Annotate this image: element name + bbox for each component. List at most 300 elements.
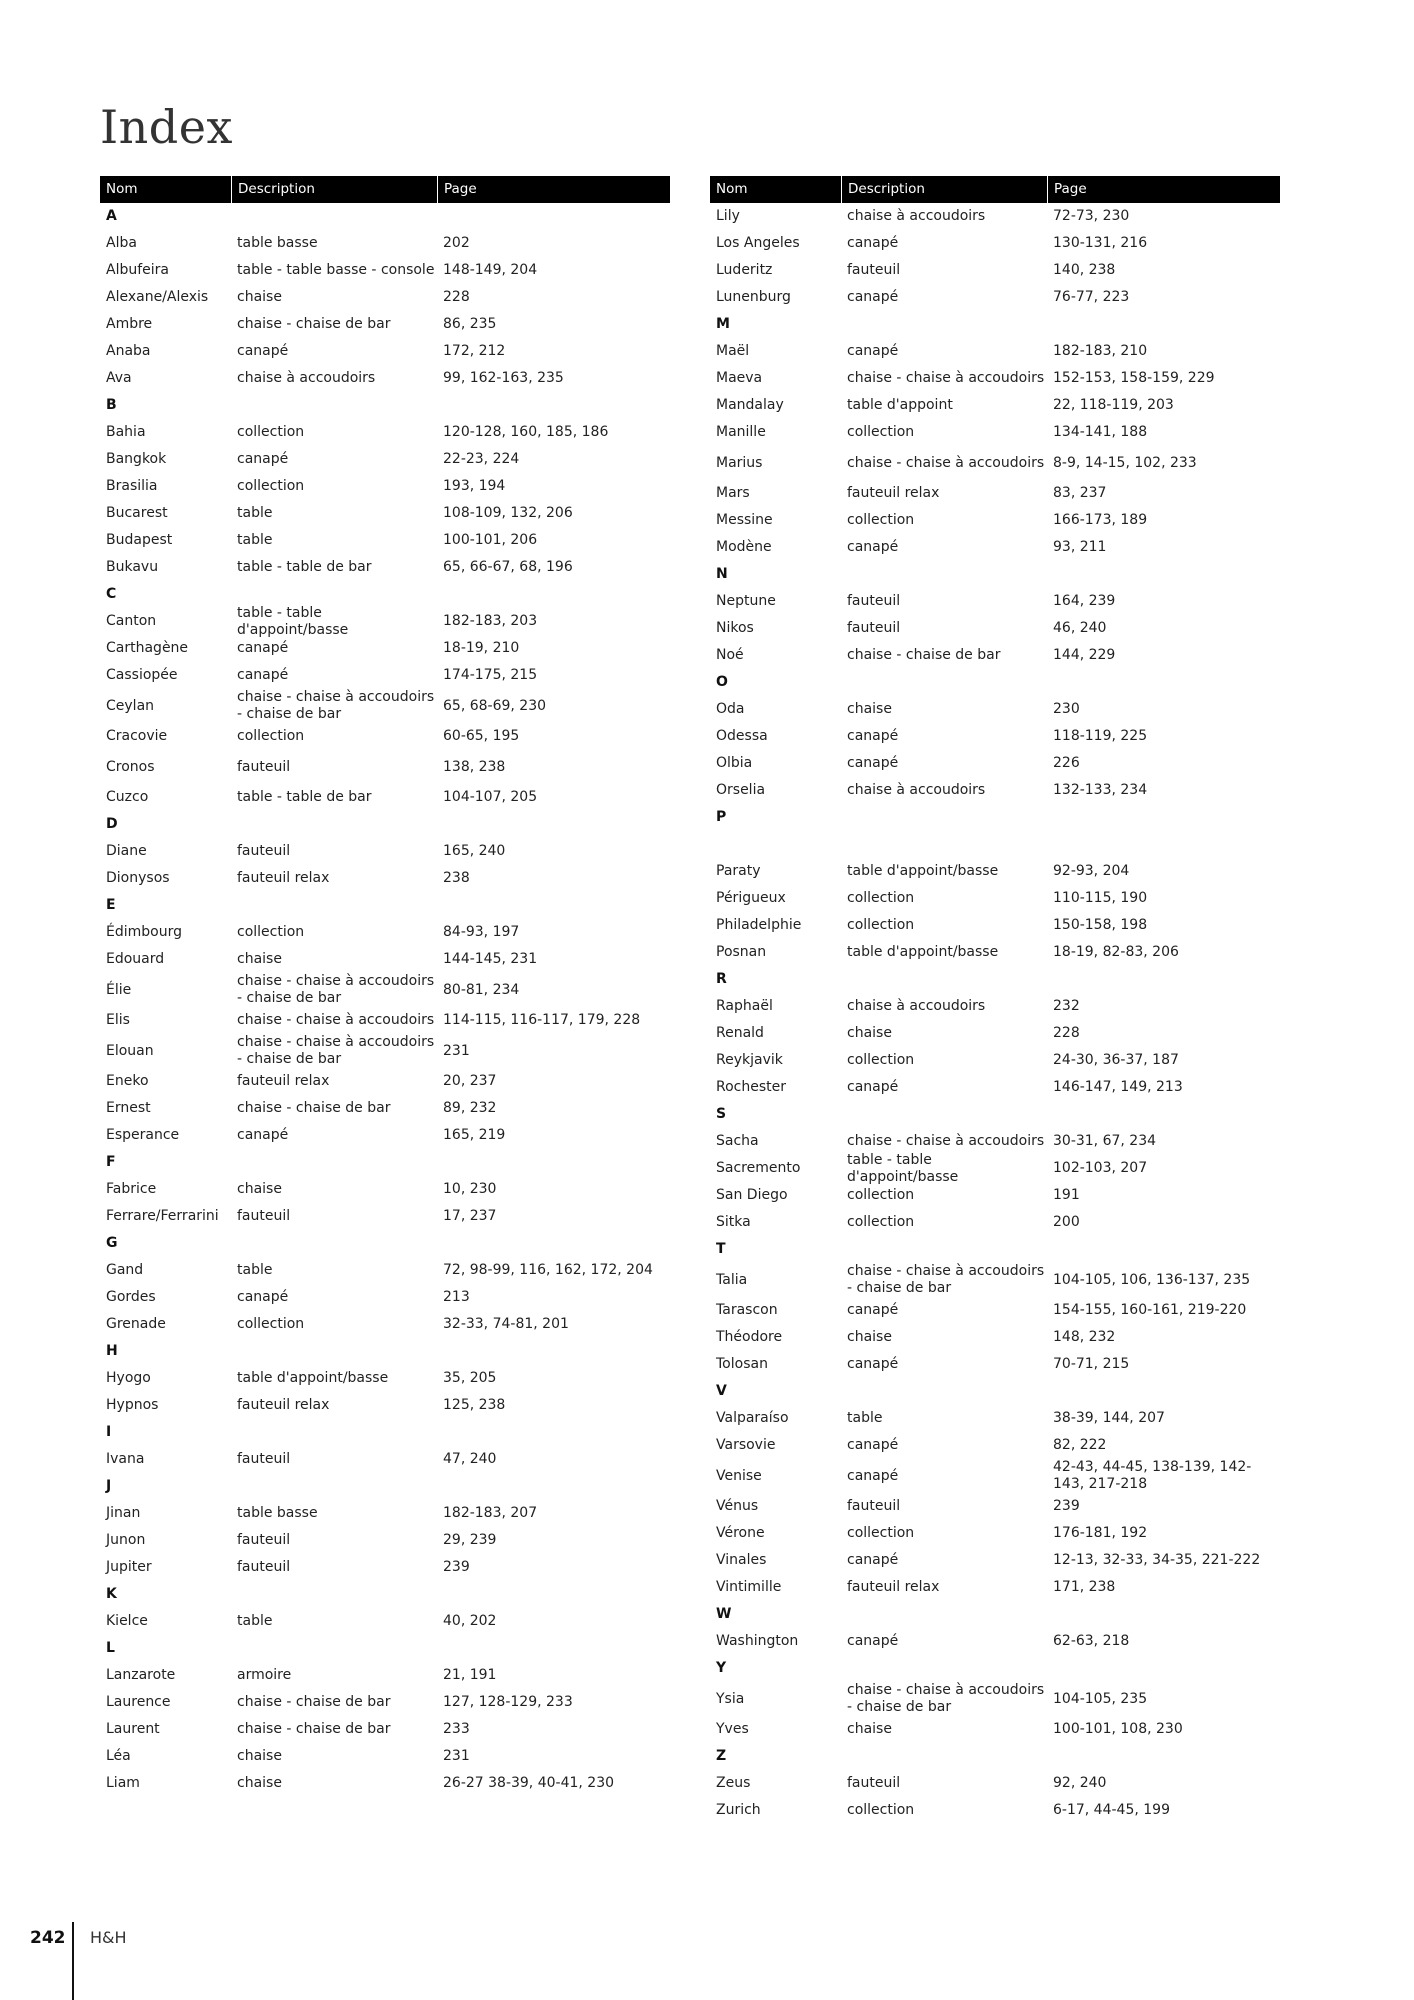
entry-pages: 99, 162-163, 235 — [443, 370, 564, 386]
entry-description: fauteuil relax — [237, 1073, 330, 1089]
entry-description: table - table d'appoint/basse — [847, 1151, 959, 1185]
entry-description: canapé — [847, 1437, 899, 1453]
entry-description: chaise - chaise à accoudoirs - chaise de bar — [237, 973, 435, 1006]
entry-pages: 134-141, 188 — [1053, 424, 1148, 440]
entry-description: chaise - chaise à accoudoirs - chaise de bar — [847, 1263, 1045, 1296]
table-row — [710, 993, 1280, 1020]
entry-description: table d'appoint/basse — [237, 1370, 389, 1386]
entry-pages: 172, 212 — [443, 343, 506, 359]
table-row — [710, 1547, 1280, 1574]
entry-description: fauteuil — [237, 1208, 291, 1224]
entry-description: table — [237, 505, 273, 521]
entry-description: table — [237, 532, 273, 548]
table-row — [100, 1203, 670, 1230]
entry-description: table basse — [237, 1505, 318, 1521]
entry-name: Vinales — [716, 1552, 767, 1568]
table-row — [100, 1689, 670, 1716]
entry-pages: 182-183, 210 — [1053, 343, 1148, 359]
entry-pages: 226 — [1053, 755, 1080, 771]
section-letter: T — [716, 1241, 726, 1257]
entry-name: Edouard — [106, 951, 165, 967]
entry-description: canapé — [237, 667, 289, 683]
entry-name: Ceylan — [106, 697, 155, 714]
entry-name: Sacremento — [716, 1160, 801, 1176]
table-row — [710, 257, 1280, 284]
entry-name: Kielce — [106, 1613, 148, 1629]
entry-name: Sitka — [716, 1214, 751, 1230]
entry-pages: 18-19, 210 — [443, 640, 520, 656]
entry-name: Vénus — [716, 1498, 759, 1514]
table-row — [100, 1716, 670, 1743]
entry-name: Sacha — [716, 1133, 759, 1149]
entry-description: chaise — [847, 1329, 892, 1345]
entry-name: Lily — [716, 208, 740, 224]
entry-name: Mandalay — [716, 397, 784, 413]
entry-pages: 164, 239 — [1053, 593, 1116, 609]
entry-description: chaise - chaise à accoudoirs - chaise de bar — [237, 689, 435, 722]
table-row — [710, 777, 1280, 804]
entry-name: Philadelphie — [716, 917, 802, 933]
entry-description: chaise à accoudoirs — [847, 208, 986, 224]
entry-name: Jinan — [106, 1505, 141, 1521]
table-row — [710, 696, 1280, 723]
entry-name: Neptune — [716, 593, 776, 609]
section-letter: L — [106, 1640, 115, 1656]
entry-name: Luderitz — [716, 262, 773, 278]
entry-name: Tolosan — [716, 1356, 768, 1372]
entry-description: collection — [237, 1316, 305, 1332]
section-letter: P — [716, 809, 727, 825]
entry-pages: 193, 194 — [443, 478, 506, 494]
index-list-right — [710, 203, 1280, 1824]
entry-name: Marius — [716, 454, 763, 471]
entry-name: Vérone — [716, 1525, 765, 1541]
table-row — [100, 473, 670, 500]
entry-description: canapé — [847, 1302, 899, 1318]
entry-pages: 8-9, 14-15, 102, 233 — [1053, 454, 1197, 471]
entry-description: chaise - chaise de bar — [237, 316, 391, 332]
entry-description: table - table de bar — [237, 789, 372, 805]
table-row — [710, 1682, 1280, 1716]
entry-name: Cuzco — [106, 789, 149, 805]
table-row — [710, 1151, 1280, 1185]
entry-name: Eneko — [106, 1073, 149, 1089]
entry-pages: 191 — [1053, 1187, 1080, 1203]
entry-name: Cronos — [106, 758, 155, 775]
header-description: Description — [231, 176, 437, 203]
entry-pages: 148, 232 — [1053, 1329, 1116, 1345]
entry-pages: 92, 240 — [1053, 1775, 1107, 1791]
table-row — [710, 1405, 1280, 1432]
entry-description: chaise — [237, 1748, 282, 1764]
entry-pages: 228 — [443, 289, 470, 305]
page-title: Index — [100, 100, 233, 154]
entry-name: San Diego — [716, 1187, 788, 1203]
entry-name: Diane — [106, 843, 147, 859]
entry-name: Ambre — [106, 316, 153, 332]
table-row — [100, 1446, 670, 1473]
entry-description: canapé — [847, 1552, 899, 1568]
entry-name: Budapest — [106, 532, 173, 548]
entry-pages: 166-173, 189 — [1053, 512, 1148, 528]
table-row — [710, 1263, 1280, 1297]
entry-name: Renald — [716, 1025, 764, 1041]
table-row — [710, 1628, 1280, 1655]
entry-pages: 239 — [443, 1559, 470, 1575]
table-row — [100, 1034, 670, 1068]
entry-description: chaise - chaise à accoudoirs — [847, 454, 1045, 471]
entry-description: canapé — [847, 539, 899, 555]
section-letter: H — [106, 1343, 118, 1359]
entry-description: fauteuil relax — [847, 1579, 940, 1595]
entry-name: Varsovie — [716, 1437, 776, 1453]
section-letter: N — [716, 566, 728, 582]
table-row — [710, 1797, 1280, 1824]
entry-pages: 72-73, 230 — [1053, 208, 1130, 224]
entry-pages: 65, 68-69, 230 — [443, 697, 547, 714]
table-row — [100, 338, 670, 365]
footer — [30, 1928, 70, 1948]
table-row — [710, 392, 1280, 419]
entry-pages: 118-119, 225 — [1053, 728, 1148, 744]
header-nom: Nom — [716, 181, 748, 197]
entry-description: table - table d'appoint/basse — [237, 604, 349, 638]
entry-pages: 76-77, 223 — [1053, 289, 1130, 305]
entry-pages: 125, 238 — [443, 1397, 506, 1413]
entry-description: table — [847, 1410, 883, 1426]
entry-name: Ysia — [716, 1690, 745, 1707]
entry-name: Reykjavik — [716, 1052, 783, 1068]
entry-name: Théodore — [716, 1329, 783, 1345]
entry-description: fauteuil — [237, 758, 291, 775]
entry-name: Alba — [106, 235, 137, 251]
entry-name: Anaba — [106, 343, 151, 359]
entry-description: chaise — [847, 1721, 892, 1737]
entry-pages: 30-31, 67, 234 — [1053, 1133, 1157, 1149]
table-row — [100, 784, 670, 811]
entry-pages: 42-43, 44-45, 138-139, 142-143, 217-218 — [1053, 1459, 1252, 1492]
table-row — [100, 919, 670, 946]
entry-name: Hyogo — [106, 1370, 151, 1386]
section-letter: Y — [716, 1660, 727, 1676]
entry-description: chaise à accoudoirs — [847, 782, 986, 798]
entry-pages: 114-115, 116-117, 179, 228 — [443, 1012, 641, 1028]
entry-description: collection — [847, 512, 915, 528]
entry-description: fauteuil relax — [237, 870, 330, 886]
entry-pages: 89, 232 — [443, 1100, 497, 1116]
table-row — [100, 1095, 670, 1122]
entry-description: collection — [847, 917, 915, 933]
entry-name: Maeva — [716, 370, 763, 386]
entry-name: Brasilia — [106, 478, 158, 494]
section-letter: I — [106, 1424, 112, 1440]
table-row — [710, 1209, 1280, 1236]
entry-pages: 231 — [443, 1042, 470, 1059]
section-letter: F — [106, 1154, 116, 1170]
entry-description: chaise - chaise de bar — [847, 647, 1001, 663]
table-row — [100, 311, 670, 338]
entry-description: table — [237, 1262, 273, 1278]
entry-pages: 6-17, 44-45, 199 — [1053, 1802, 1170, 1818]
entry-name: Raphaël — [716, 998, 773, 1014]
entry-name: Ferrare/Ferrarini — [106, 1208, 219, 1224]
entry-name: Valparaíso — [716, 1410, 789, 1426]
table-row — [100, 1007, 670, 1034]
entry-name: Grenade — [106, 1316, 166, 1332]
entry-description: chaise - chaise à accoudoirs — [847, 370, 1045, 386]
entry-pages: 12-13, 32-33, 34-35, 221-222 — [1053, 1552, 1261, 1568]
index-table-left — [100, 176, 670, 1797]
table-row — [710, 642, 1280, 669]
table-row — [100, 1311, 670, 1338]
entry-pages: 70-71, 215 — [1053, 1356, 1130, 1372]
entry-pages: 102-103, 207 — [1053, 1160, 1148, 1176]
table-row — [100, 973, 670, 1007]
entry-name: Édimbourg — [106, 924, 182, 940]
section-letter: J — [106, 1478, 112, 1494]
entry-name: Lunenburg — [716, 289, 791, 305]
entry-name: Élie — [106, 981, 132, 998]
entry-name: Nikos — [716, 620, 754, 636]
entry-description: table — [237, 1613, 273, 1629]
table-row — [710, 446, 1280, 480]
table-row — [710, 588, 1280, 615]
entry-description: armoire — [237, 1667, 292, 1683]
entry-description: collection — [847, 1214, 915, 1230]
entry-pages: 182-183, 207 — [443, 1505, 538, 1521]
entry-description: collection — [847, 424, 915, 440]
entry-name: Laurence — [106, 1694, 171, 1710]
entry-pages: 104-107, 205 — [443, 789, 538, 805]
entry-name: Ivana — [106, 1451, 145, 1467]
entry-description: fauteuil — [237, 843, 291, 859]
entry-description: chaise - chaise de bar — [237, 1721, 391, 1737]
footer-divider — [72, 1922, 74, 2000]
entry-pages: 200 — [1053, 1214, 1080, 1230]
table-row — [710, 1074, 1280, 1101]
entry-pages: 100-101, 108, 230 — [1053, 1721, 1183, 1737]
table-row — [100, 865, 670, 892]
entry-name: Mars — [716, 485, 750, 501]
table-row — [710, 1020, 1280, 1047]
table-row — [710, 1574, 1280, 1601]
entry-pages: 127, 128-129, 233 — [443, 1694, 573, 1710]
entry-pages: 93, 211 — [1053, 539, 1107, 555]
table-row — [710, 1493, 1280, 1520]
entry-description: fauteuil — [237, 1451, 291, 1467]
table-row — [100, 946, 670, 973]
entry-pages: 17, 237 — [443, 1208, 497, 1224]
table-row — [100, 1284, 670, 1311]
entry-description: collection — [847, 1525, 915, 1541]
entry-description: collection — [847, 1802, 915, 1818]
entry-pages: 47, 240 — [443, 1451, 497, 1467]
table-row — [100, 1365, 670, 1392]
entry-pages: 176-181, 192 — [1053, 1525, 1148, 1541]
entry-description: chaise — [847, 701, 892, 717]
header-page: Page — [1047, 176, 1280, 203]
page-number: 242 — [30, 1928, 66, 1948]
index-list-left — [100, 203, 670, 1797]
table-row — [100, 1608, 670, 1635]
table-row — [710, 615, 1280, 642]
entry-description: canapé — [847, 1467, 899, 1484]
entry-name: Tarascon — [716, 1302, 778, 1318]
entry-description: chaise — [237, 951, 282, 967]
entry-name: Alexane/Alexis — [106, 289, 209, 305]
table-row — [710, 1520, 1280, 1547]
table-row — [710, 1716, 1280, 1743]
entry-name: Carthagène — [106, 640, 189, 656]
table-row — [710, 534, 1280, 561]
entry-pages: 20, 237 — [443, 1073, 497, 1089]
entry-description: fauteuil — [847, 262, 901, 278]
entry-description: canapé — [237, 451, 289, 467]
entry-pages: 165, 240 — [443, 843, 506, 859]
entry-pages: 108-109, 132, 206 — [443, 505, 573, 521]
section-letter: S — [716, 1106, 727, 1122]
entry-name: Vintimille — [716, 1579, 782, 1595]
entry-pages: 230 — [1053, 701, 1080, 717]
entry-description: table - table de bar — [237, 559, 372, 575]
entry-pages: 132-133, 234 — [1053, 782, 1148, 798]
entry-pages: 22, 118-119, 203 — [1053, 397, 1174, 413]
header-page: Page — [437, 176, 670, 203]
entry-description: collection — [847, 1052, 915, 1068]
entry-pages: 18-19, 82-83, 206 — [1053, 944, 1179, 960]
entry-pages: 22-23, 224 — [443, 451, 520, 467]
entry-pages: 165, 219 — [443, 1127, 506, 1143]
section-letter: R — [716, 971, 727, 987]
entry-description: fauteuil — [847, 620, 901, 636]
entry-description: collection — [847, 1187, 915, 1203]
section-letter: B — [106, 397, 117, 413]
entry-description: collection — [237, 478, 305, 494]
table-row — [710, 203, 1280, 230]
header-description: Description — [841, 176, 1047, 203]
entry-name: Ernest — [106, 1100, 151, 1116]
table-row — [710, 284, 1280, 311]
table-row — [100, 257, 670, 284]
entry-pages: 72, 98-99, 116, 162, 172, 204 — [443, 1262, 653, 1278]
entry-pages: 29, 239 — [443, 1532, 497, 1548]
table-row — [100, 230, 670, 257]
entry-pages: 231 — [443, 1748, 470, 1764]
table-row — [710, 1324, 1280, 1351]
entry-description: chaise - chaise à accoudoirs - chaise de bar — [847, 1682, 1045, 1715]
entry-pages: 182-183, 203 — [443, 613, 538, 629]
table-row — [100, 500, 670, 527]
entry-name: Léa — [106, 1748, 131, 1764]
table-row — [100, 419, 670, 446]
entry-description: fauteuil — [237, 1559, 291, 1575]
entry-description: chaise — [237, 1775, 282, 1791]
table-row — [710, 723, 1280, 750]
header-nom: Nom — [106, 181, 138, 197]
entry-pages: 35, 205 — [443, 1370, 497, 1386]
entry-description: chaise - chaise à accoudoirs — [237, 1012, 435, 1028]
table-row — [100, 1392, 670, 1419]
table-row — [710, 1351, 1280, 1378]
table-row — [100, 446, 670, 473]
entry-description: canapé — [847, 1633, 899, 1649]
entry-description: table basse — [237, 235, 318, 251]
table-row — [100, 1500, 670, 1527]
entry-description: collection — [847, 890, 915, 906]
section-letter: K — [106, 1586, 117, 1602]
entry-description: canapé — [847, 755, 899, 771]
entry-pages: 65, 66-67, 68, 196 — [443, 559, 573, 575]
table-row — [100, 1068, 670, 1095]
entry-description: collection — [237, 924, 305, 940]
table-row — [710, 230, 1280, 257]
entry-name: Oda — [716, 701, 745, 717]
entry-description: table d'appoint/basse — [847, 863, 999, 879]
section-letter: A — [106, 208, 117, 224]
entry-pages: 146-147, 149, 213 — [1053, 1079, 1183, 1095]
entry-name: Olbia — [716, 755, 753, 771]
entry-name: Elouan — [106, 1042, 154, 1059]
section-letter: G — [106, 1235, 118, 1251]
entry-description: canapé — [237, 640, 289, 656]
entry-description: fauteuil — [847, 1498, 901, 1514]
entry-pages: 110-115, 190 — [1053, 890, 1148, 906]
entry-description: fauteuil relax — [847, 485, 940, 501]
entry-name: Odessa — [716, 728, 768, 744]
table-row — [710, 1432, 1280, 1459]
table-row — [710, 1770, 1280, 1797]
entry-name: Modène — [716, 539, 772, 555]
entry-name: Périgueux — [716, 890, 786, 906]
entry-name: Lanzarote — [106, 1667, 176, 1683]
table-row — [100, 554, 670, 581]
entry-pages: 232 — [1053, 998, 1080, 1014]
table-row — [100, 527, 670, 554]
section-letter: D — [106, 816, 118, 832]
section-letter: Z — [716, 1748, 727, 1764]
entry-description: table d'appoint — [847, 397, 953, 413]
entry-name: Noé — [716, 647, 744, 663]
entry-pages: 82, 222 — [1053, 1437, 1107, 1453]
entry-pages: 202 — [443, 235, 470, 251]
entry-pages: 100-101, 206 — [443, 532, 538, 548]
entry-pages: 148-149, 204 — [443, 262, 538, 278]
table-row — [100, 1554, 670, 1581]
table-row — [710, 939, 1280, 966]
table-header — [100, 176, 670, 203]
entry-pages: 130-131, 216 — [1053, 235, 1148, 251]
table-row — [710, 750, 1280, 777]
entry-name: Los Angeles — [716, 235, 800, 251]
entry-pages: 239 — [1053, 1498, 1080, 1514]
table-row — [710, 419, 1280, 446]
table-row — [710, 1182, 1280, 1209]
table-row — [100, 284, 670, 311]
entry-description: canapé — [847, 343, 899, 359]
section-letter: E — [106, 897, 116, 913]
table-row — [710, 365, 1280, 392]
entry-pages: 80-81, 234 — [443, 981, 520, 998]
entry-name: Esperance — [106, 1127, 180, 1143]
entry-pages: 154-155, 160-161, 219-220 — [1053, 1302, 1247, 1318]
entry-description: canapé — [237, 343, 289, 359]
entry-description: collection — [237, 424, 305, 440]
entry-description: chaise - chaise de bar — [237, 1100, 391, 1116]
entry-name: Jupiter — [106, 1559, 152, 1575]
table-row — [100, 750, 670, 784]
entry-pages: 174-175, 215 — [443, 667, 538, 683]
table-row — [710, 1459, 1280, 1493]
